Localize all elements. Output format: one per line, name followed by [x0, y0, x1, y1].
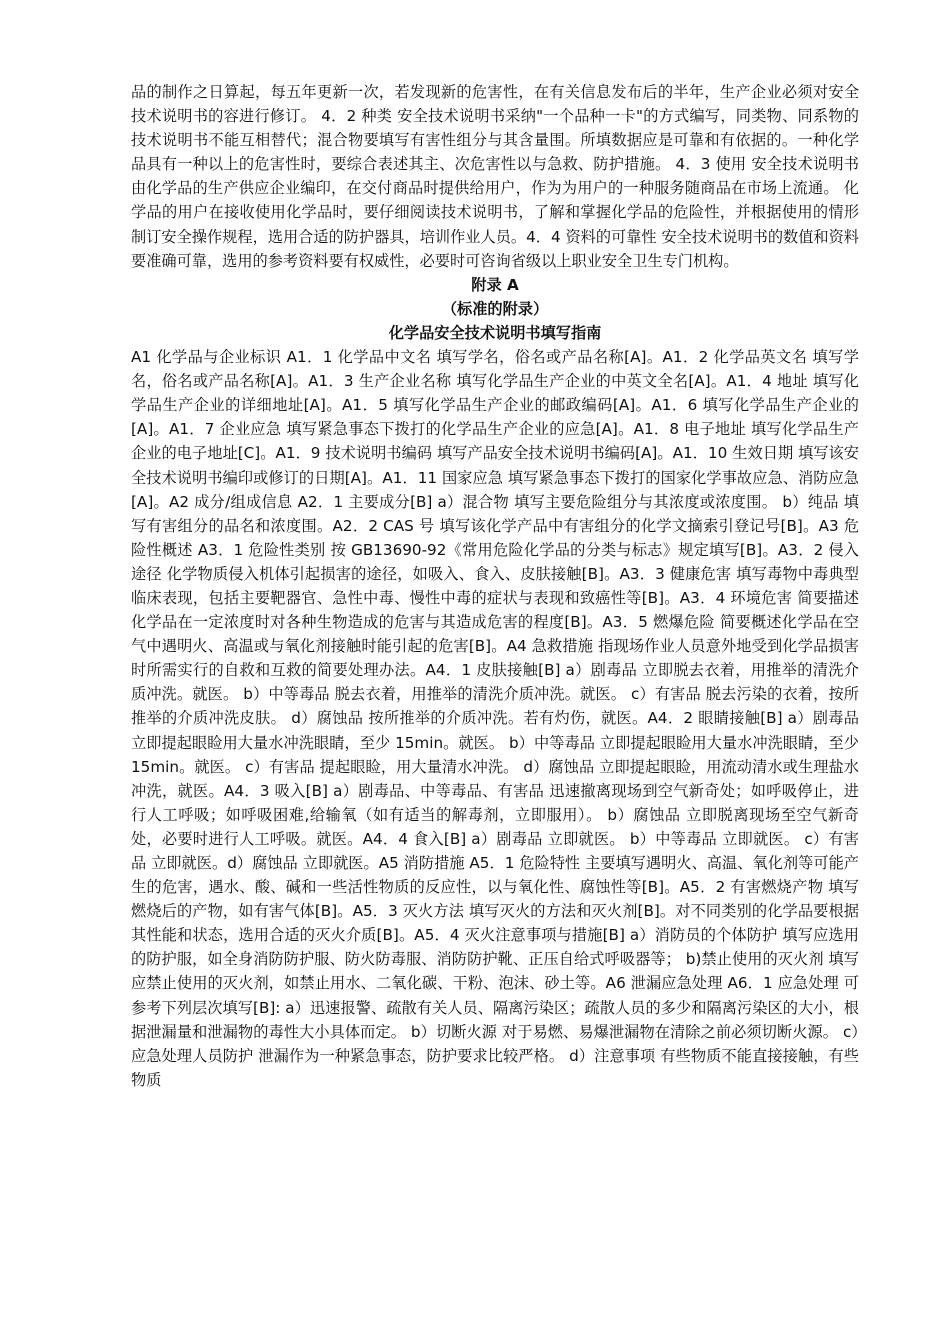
appendix-heading: 化学品安全技术说明书填写指南	[388, 323, 602, 342]
intro-paragraph: 品的制作之日算起，每五年更新一次，若发现新的危害性，在有关信息发布后的半年，生产企业必须对安全技术说明书的容进行修订。 4．2 种类 安全技术说明书采纳"一个品种一卡"的方式编写，同类物、同系物的技术说明书不能互相替代；混合物要填写有害性组分与其含量围。所填数据应是可靠和有依据的。一种化学品具有一种以上的危害性时，要综合表述其主、次危害性以与急救、防护措施。 4．3 使用 安全技术说明书由化学品的生产供应企业编印，在交付商品时提供给用户，作为为用户的一种服务随商品在市场上流通。 化学品的用户在接收使用化学品时，要仔细阅读技术说明书，了解和掌握化学品的危险性，并根据使用的情形制订安全操作规程，选用合适的防护器具，培训作业人员。4．4 资料的可靠性 安全技术说明书的数值和资料要准确可靠，选用的参考资料要有权威性，必要时可咨询省级以上职业安全卫生专门机构。	[131, 83, 859, 270]
appendix-subtitle: （标准的附录）	[441, 299, 549, 318]
document-content	[131, 80, 859, 1092]
appendix-body: A1 化学品与企业标识 A1．1 化学品中文名 填写学名，俗名或产品名称[A]。A1．2 化学品英文名 填写学名，俗名或产品名称[A]。A1．3 生产企业名称 填写化学品生产企业的中英文全名[A]。A1．4 地址 填写化学品生产企业的详细地址[A]。A1．5 填写化学品生产企业的邮政编码[A]。A1．6 填写化学品生产企业的 [A]。A1．7 企业应急 填写紧急事态下拨打的化学品生产企业的应急[A]。A1．8 电子地址 填写化学品生产企业的电子地址[C]。A1．9 技术说明书编码 填写产品安全技术说明书编码[A]。A1．10 生效日期 填写该安全技术说明书编印或修订的日期[A]。A1．11 国家应急 填写紧急事态下拨打的国家化学事故应急、消防应急[A]。A2 成分/组成信息 A2．1 主要成分[B] a）混合物 填写主要危险组分与其浓度或浓度围。 b）纯品 填写有害组分的品名和浓度围。A2．2 CAS 号 填写该化学产品中有害组分的化学文摘索引登记号[B]。A3 危险性概述 A3．1 危险性类别 按 GB13690-92《常用危险化学品的分类与标志》规定填写[B]。A3．2 侵入途径 化学物质侵入机体引起损害的途径，如吸入、食入、皮肤接触[B]。A3．3 健康危害 填写毒物中毒典型临床表现，包括主要靶器官、急性中毒、慢性中毒的症状与表现和致癌性等[B]。A3．4 环境危害 简要描述化学品在一定浓度时对各种生物造成的危害与其造成危害的程度[B]。A3．5 燃爆危险 简要概述化学品在空气中遇明火、高温或与氧化剂接触时能引起的危害[B]。A4 急救措施 指现场作业人员意外地受到化学品损害时所需实行的自救和互救的简要处理办法。A4．1 皮肤接触[B] a）剧毒品 立即脱去衣着，用推举的清洗介质冲洗。就医。 b）中等毒品 脱去衣着，用推举的清洗介质冲洗。就医。 c）有害品 脱去污染的衣着，按所推举的介质冲洗皮肤。 d）腐蚀品 按所推举的介质冲洗。若有灼伤，就医。A4．2 眼睛接触[B] a）剧毒品 立即提起眼睑用大量水冲洗眼睛，至少 15min。就医。 b）中等毒品 立即提起眼睑用大量水冲洗眼睛，至少 15min。就医。 c）有害品 提起眼睑，用大量清水冲洗。 d）腐蚀品 立即提起眼睑，用流动清水或生理盐水冲洗，就医。A4．3 吸入[B] a）剧毒品、中等毒品、有害品 迅速撤离现场到空气新奇处；如呼吸停止，进行人工呼吸；如呼吸困难,给输氧（如有适当的解毒剂，立即服用）。 b）腐蚀品 立即脱离现场至空气新奇处，必要时进行人工呼吸。就医。A4．4 食入[B] a）剧毒品 立即就医。 b）中等毒品 立即就医。 c）有害品 立即就医。d）腐蚀品 立即就医。A5 消防措施 A5．1 危险特性 主要填写遇明火、高温、氧化剂等可能产生的危害，遇水、酸、碱和一些活性物质的反应性，以与氧化性、腐蚀性等[B]。A5．2 有害燃烧产物 填写燃烧后的产物，如有害气体[B]。A5．3 灭火方法 填写灭火的方法和灭火剂[B]。对不同类别的化学品要根据其性能和状态，选用合适的灭火介质[B]。A5．4 灭火注意事项与措施[B] a）消防员的个体防护 填写应选用的防护服，如全身消防防护服、防火防毒服、消防防护靴、正压自给式呼吸器等； b)禁止使用的灭火剂 填写应禁止使用的灭火剂，如禁止用水、二氧化碳、干粉、泡沫、砂土等。A6 泄漏应急处理 A6．1 应急处理 可参考下列层次填写[B]: a）迅速报警、疏散有关人员、隔离污染区；疏散人员的多少和隔离污染区的大小，根据泄漏量和泄漏物的毒性大小具体而定。 b）切断火源 对于易燃、易爆泄漏物在清除之前必须切断火源。 c）应急处理人员防护 泄漏作为一种紧急事态，防护要求比较严格。 d）注意事项 有些物质不能直接接触，有些物质	[131, 348, 859, 1089]
appendix-title: 附录 A	[471, 275, 519, 294]
